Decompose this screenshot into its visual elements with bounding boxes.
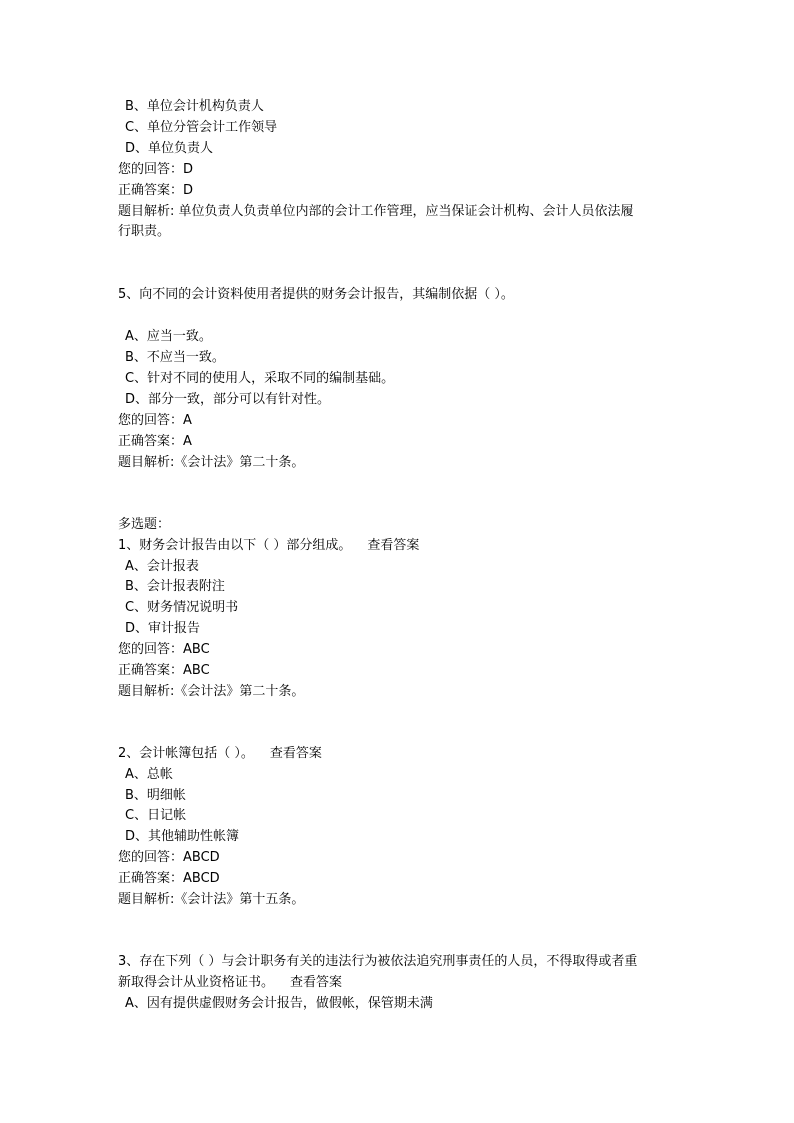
- multi-choice-heading: 多选题：: [118, 517, 171, 532]
- m1-question-line: [118, 536, 419, 556]
- m2-question-line: [118, 744, 322, 764]
- q4-option-c: C、单位分管会计工作领导: [125, 120, 278, 135]
- m2-question: 2、会计帐簿包括（ ）。: [118, 746, 254, 761]
- m2-option-a: A、总帐: [125, 767, 173, 782]
- q4-option-b: B、单位会计机构负责人: [125, 99, 264, 114]
- m3-view-answer-link[interactable]: 查看答案: [290, 975, 343, 990]
- q5-correct-answer: 正确答案：A: [118, 434, 192, 449]
- m3-question-line1: 3、存在下列（ ）与会计职务有关的违法行为被依法追究刑事责任的人员，不得取得或者重: [118, 954, 638, 969]
- m3-question-line2: 新取得会计从业资格证书。: [118, 975, 275, 990]
- m1-option-d: D、审计报告: [125, 621, 201, 636]
- q5-option-c: C、针对不同的使用人，采取不同的编制基础。: [125, 371, 395, 386]
- m2-your-answer: 您的回答：ABCD: [118, 850, 220, 865]
- m3-option-a: A、因有提供虚假财务会计报告，做假帐，保管期未满: [125, 996, 433, 1011]
- m1-your-answer: 您的回答：ABC: [118, 642, 210, 657]
- q4-option-d: D、单位负责人: [125, 141, 214, 156]
- m1-correct-answer: 正确答案：ABC: [118, 663, 210, 678]
- q4-analysis-line2: 行职责。: [118, 224, 171, 239]
- m2-option-b: B、明细帐: [125, 788, 186, 803]
- m1-analysis: 题目解析:《会计法》第二十条。: [118, 684, 305, 699]
- q5-analysis: 题目解析:《会计法》第二十条。: [118, 455, 305, 470]
- m1-option-b: B、会计报表附注: [125, 579, 225, 594]
- q5-option-d: D、部分一致，部分可以有针对性。: [125, 392, 331, 407]
- m3-question-line2-wrap: [118, 973, 342, 993]
- q4-analysis-line1: 题目解析: 单位负责人负责单位内部的会计工作管理，应当保证会计机构、会计人员依法履: [118, 204, 634, 219]
- m2-option-d: D、其他辅助性帐簿: [125, 829, 240, 844]
- q4-correct-answer: 正确答案：D: [118, 183, 194, 198]
- m1-view-answer-link[interactable]: 查看答案: [367, 538, 420, 553]
- q4-your-answer: 您的回答：D: [118, 162, 194, 177]
- q5-option-b: B、不应当一致。: [125, 350, 225, 365]
- q5-your-answer: 您的回答：A: [118, 413, 192, 428]
- m2-view-answer-link[interactable]: 查看答案: [269, 746, 322, 761]
- q5-option-a: A、应当一致。: [125, 329, 212, 344]
- m1-question: 1、财务会计报告由以下（ ）部分组成。: [118, 538, 352, 553]
- m1-option-c: C、财务情况说明书: [125, 600, 239, 615]
- m2-correct-answer: 正确答案：ABCD: [118, 871, 220, 886]
- m2-option-c: C、日记帐: [125, 808, 187, 823]
- m2-analysis: 题目解析:《会计法》第十五条。: [118, 892, 305, 907]
- q5-question: 5、向不同的会计资料使用者提供的财务会计报告，其编制依据（ ）。: [118, 287, 514, 302]
- m1-option-a: A、会计报表: [125, 559, 199, 574]
